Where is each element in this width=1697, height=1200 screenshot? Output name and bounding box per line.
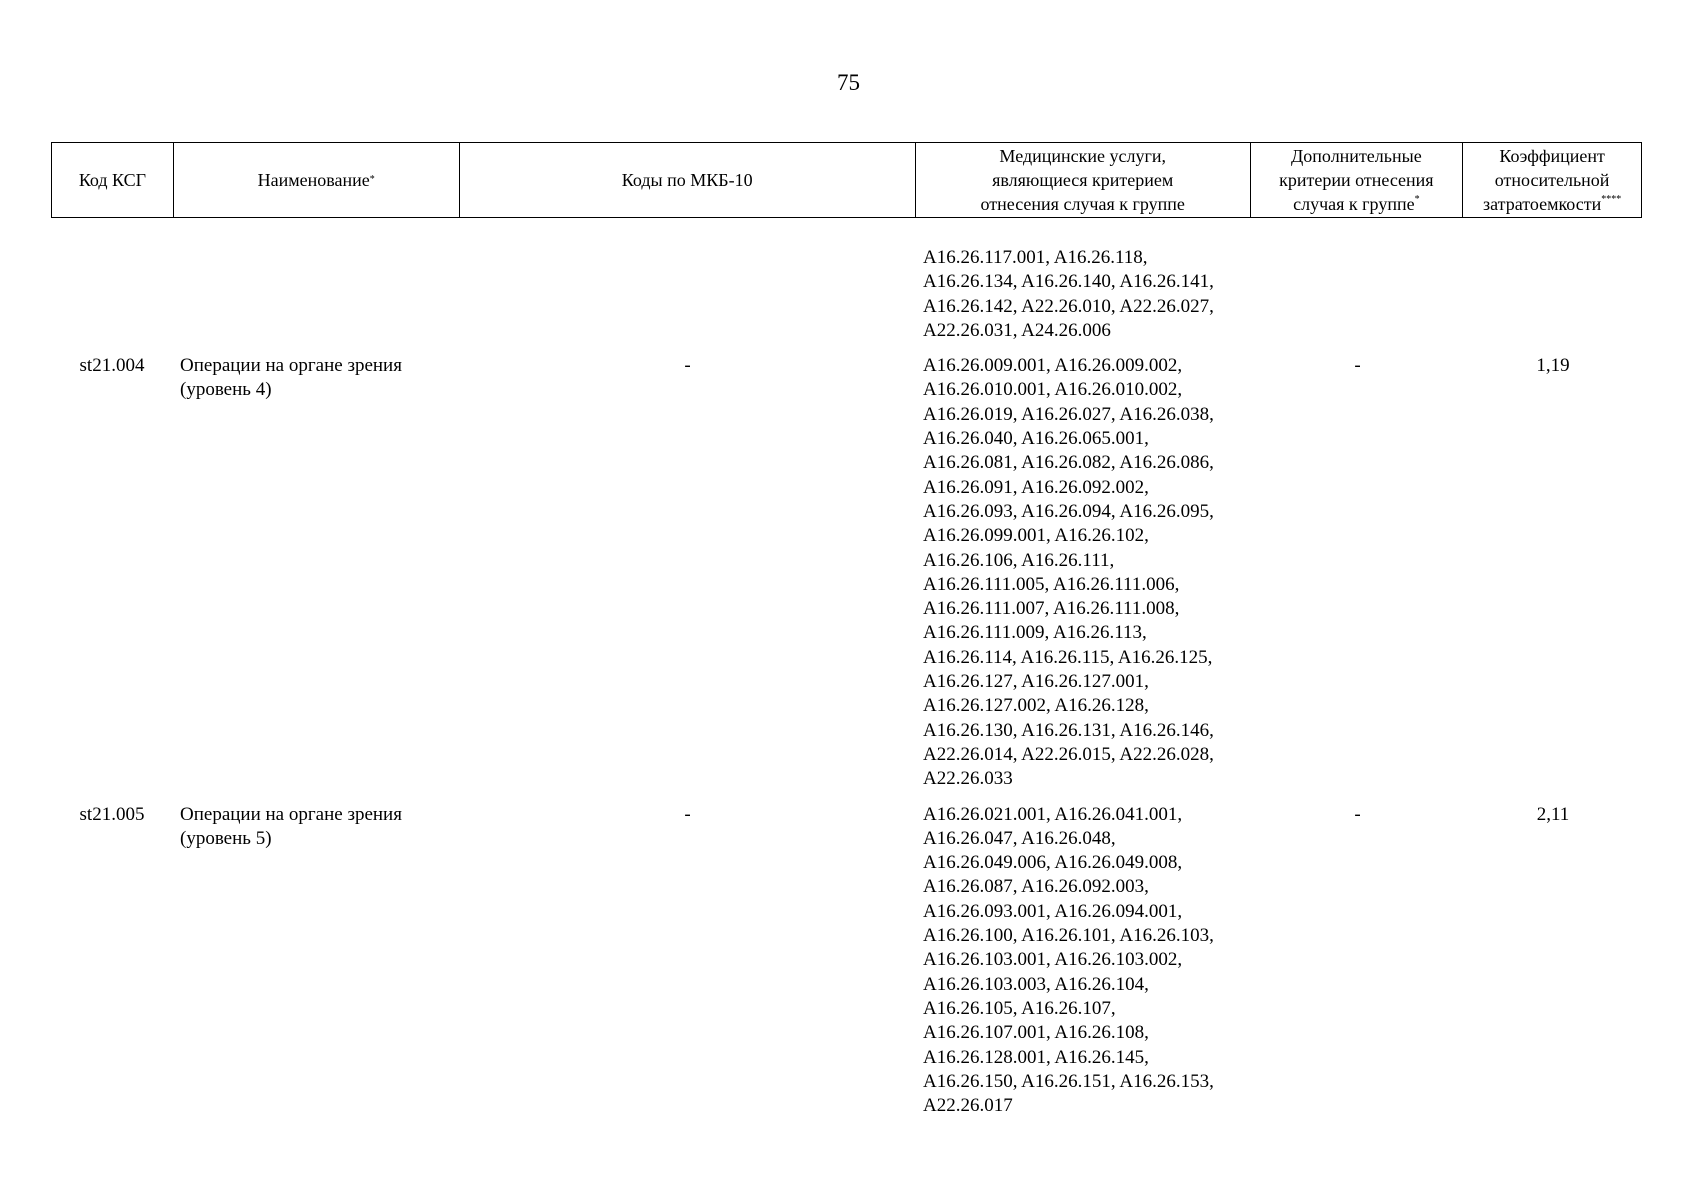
cell-icd: - bbox=[684, 355, 691, 377]
header-extra-footnote-mark: * bbox=[1414, 194, 1420, 205]
cell-icd: - bbox=[684, 803, 691, 825]
cell-extra bbox=[1251, 246, 1464, 343]
service-line: A16.26.047, A16.26.048, bbox=[923, 827, 1116, 849]
service-line: A16.26.142, A22.26.010, A22.26.027, bbox=[923, 295, 1214, 317]
service-line: A16.26.106, A16.26.111, bbox=[923, 549, 1115, 571]
service-line: A16.26.111.009, A16.26.113, bbox=[923, 622, 1147, 644]
service-line: A16.26.127, A16.26.127.001, bbox=[923, 671, 1149, 693]
cell-code bbox=[51, 246, 173, 343]
service-line: A22.26.014, A22.26.015, A22.26.028, bbox=[923, 743, 1214, 765]
cell-coefficient: 1,19 bbox=[1536, 355, 1570, 377]
cell-services bbox=[916, 354, 1251, 791]
service-line: A16.26.019, A16.26.027, A16.26.038, bbox=[923, 403, 1214, 425]
cell-name: Операции на органе зрения (уровень 4) bbox=[180, 355, 402, 401]
service-line: A22.26.033 bbox=[923, 768, 1013, 790]
header-icd-codes bbox=[460, 143, 916, 217]
cell-coefficient: 2,11 bbox=[1536, 803, 1570, 825]
header-coefficient bbox=[1463, 143, 1641, 217]
header-coefficient-line: Коэффициент bbox=[1499, 146, 1605, 166]
service-line: A16.26.117.001, A16.26.118, bbox=[923, 247, 1148, 268]
service-line: A16.26.100, A16.26.101, A16.26.103, bbox=[923, 925, 1214, 947]
page-number: 75 bbox=[837, 70, 860, 95]
service-line: A16.26.128.001, A16.26.145, bbox=[923, 1046, 1149, 1068]
header-coefficient-line: относительной bbox=[1494, 170, 1610, 190]
service-line: A16.26.130, A16.26.131, A16.26.146, bbox=[923, 719, 1214, 741]
cell-name: Операции на органе зрения (уровень 5) bbox=[180, 803, 402, 849]
service-line: A16.26.103.001, A16.26.103.002, bbox=[923, 949, 1183, 971]
service-line: A16.26.049.006, A16.26.049.008, bbox=[923, 852, 1183, 874]
service-line: A16.26.105, A16.26.107, bbox=[923, 997, 1116, 1019]
service-line: A16.26.093, A16.26.094, A16.26.095, bbox=[923, 500, 1214, 522]
header-coefficient-line: затратоемкости**** bbox=[1483, 194, 1622, 214]
service-line: A16.26.150, A16.26.151, A16.26.153, bbox=[923, 1070, 1214, 1092]
header-services-line: Медицинские услуги, bbox=[999, 146, 1166, 166]
table-row bbox=[51, 246, 1642, 343]
service-line: A16.26.127.002, A16.26.128, bbox=[923, 695, 1149, 717]
service-line: A16.26.040, A16.26.065.001, bbox=[923, 428, 1149, 450]
header-code-label: Код КСГ bbox=[78, 170, 147, 190]
header-services-line: отнесения случая к группе bbox=[980, 194, 1185, 214]
header-icd-codes-label: Коды по МКБ-10 bbox=[621, 170, 753, 190]
header-extra-line: Дополнительные bbox=[1291, 146, 1422, 166]
cell-name bbox=[173, 246, 459, 343]
header-services-line: являющиеся критерием bbox=[992, 170, 1174, 190]
service-line: A16.26.009.001, A16.26.009.002, bbox=[923, 355, 1183, 377]
header-name-label: Наименование bbox=[257, 170, 370, 190]
header-code bbox=[52, 143, 174, 217]
service-line: A16.26.134, A16.26.140, A16.26.141, bbox=[923, 271, 1214, 293]
service-line: A16.26.111.005, A16.26.111.006, bbox=[923, 573, 1180, 595]
service-line: A16.26.010.001, A16.26.010.002, bbox=[923, 379, 1183, 401]
service-line: A16.26.021.001, A16.26.041.001, bbox=[923, 803, 1183, 825]
header-extra-criteria bbox=[1251, 143, 1464, 217]
table-row bbox=[51, 803, 1642, 1119]
cell-icd bbox=[459, 246, 916, 343]
service-line: A16.26.087, A16.26.092.003, bbox=[923, 876, 1149, 898]
cell-extra: - bbox=[1354, 803, 1361, 825]
service-line: A22.26.031, A24.26.006 bbox=[923, 319, 1111, 341]
table-body bbox=[51, 246, 1642, 1118]
cell-extra: - bbox=[1354, 355, 1361, 377]
cell-code: st21.004 bbox=[79, 355, 145, 377]
cell-coefficient bbox=[1464, 246, 1642, 343]
service-line: A16.26.093.001, A16.26.094.001, bbox=[923, 900, 1183, 922]
cell-services bbox=[916, 803, 1251, 1119]
header-services bbox=[916, 143, 1251, 217]
service-line: A16.26.099.001, A16.26.102, bbox=[923, 525, 1149, 547]
service-line: A16.26.091, A16.26.092.002, bbox=[923, 476, 1149, 498]
cell-code: st21.005 bbox=[79, 803, 145, 825]
header-name: Наименование * bbox=[174, 143, 460, 217]
header-coefficient-footnote-mark: **** bbox=[1601, 194, 1622, 205]
service-line: A16.26.107.001, A16.26.108, bbox=[923, 1022, 1149, 1044]
service-line: A16.26.114, A16.26.115, A16.26.125, bbox=[923, 646, 1213, 668]
service-line: A16.26.103.003, A16.26.104, bbox=[923, 973, 1149, 995]
header-extra-line: критерии отнесения bbox=[1279, 170, 1434, 190]
service-line: A16.26.111.007, A16.26.111.008, bbox=[923, 598, 1180, 620]
service-line: A22.26.017 bbox=[923, 1095, 1013, 1117]
table-header bbox=[51, 142, 1642, 218]
table-row bbox=[51, 354, 1642, 791]
header-extra-line: случая к группе* bbox=[1293, 194, 1420, 214]
service-line: A16.26.081, A16.26.082, A16.26.086, bbox=[923, 452, 1214, 474]
cell-services bbox=[916, 246, 1251, 343]
